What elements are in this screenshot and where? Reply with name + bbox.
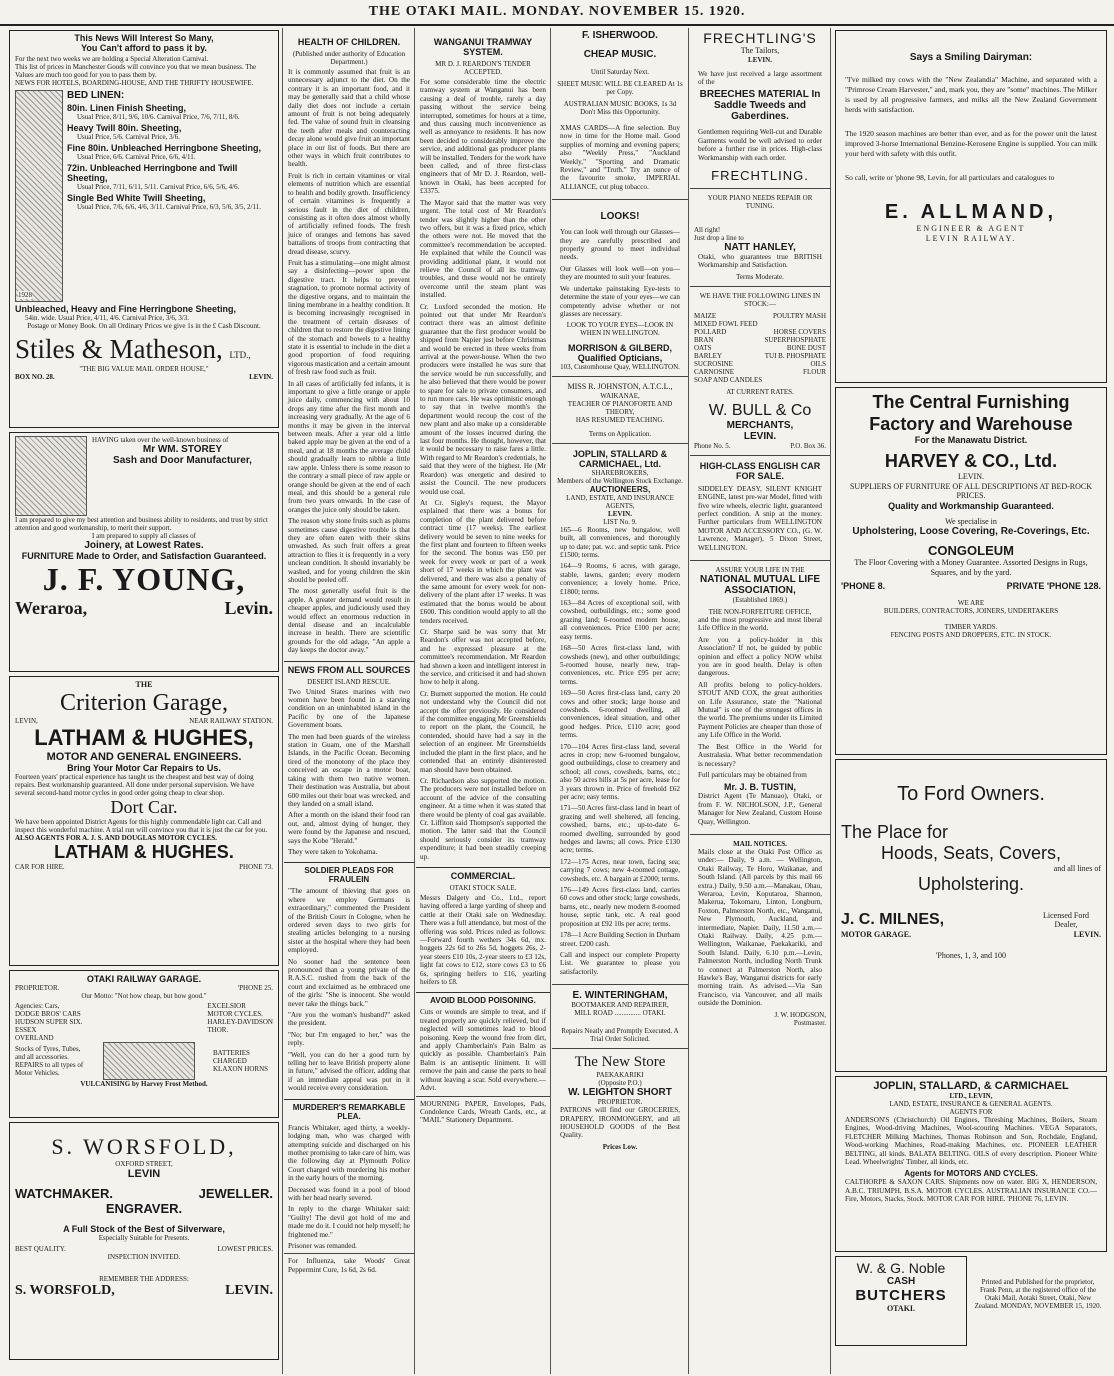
ad-harvey bbox=[835, 387, 1107, 755]
upholstering: Upholstering. bbox=[917, 873, 1025, 894]
firm: MORRISON & GILBERD, Qualified Opticians, bbox=[567, 343, 672, 364]
stock-item: SOAP AND CANDLES bbox=[694, 375, 763, 384]
address: MILL ROAD ............... OTAKI. bbox=[574, 1009, 666, 1018]
item-2: Heavy Twill 80in. Sheeting, bbox=[67, 123, 182, 133]
town: WAIKANAE, bbox=[600, 391, 640, 400]
column-6 bbox=[832, 28, 1110, 1374]
name: W. LEIGHTON SHORT bbox=[568, 1087, 672, 1099]
list-item: 172—175 Acres, near town, facing sea; carrying 7 cows; new 4-roomed cottage, cowsheds, etc. A bargain at £2000; terms. bbox=[560, 857, 680, 883]
blood-heading: AVOID BLOOD POISONING. bbox=[416, 992, 550, 1005]
ad-natt-hanley bbox=[690, 192, 830, 283]
resumed: HAS RESUMED TEACHING. bbox=[575, 415, 665, 424]
stock-item: BONE DUST bbox=[786, 343, 826, 352]
ad-intro-2: This list of prices in Manchester Goods will convince you that we mean business. The Values are much too good for you to pass them by. bbox=[15, 63, 257, 79]
repairs: Bring Your Motor Car Repairs to Us. bbox=[67, 762, 221, 773]
agent: Mr. J. B. TUSTIN, bbox=[723, 782, 796, 793]
paragraph: Deceased was found in a pool of blood with her head nearly severed. bbox=[288, 1185, 410, 1202]
name: NATIONAL MUTUAL LIFE ASSOCIATION, bbox=[700, 574, 820, 596]
news-heading: NEWS FROM ALL SOURCES bbox=[284, 661, 414, 675]
locations: Weraroa, Levin. bbox=[15, 598, 273, 618]
list-item: 165—6 Rooms, new bungalow, well built, all conveniences, and thoroughly up to date; pat. w.c. and septic tank. Price £1500; terms. bbox=[560, 525, 680, 560]
signature: J. W. HODGSON, bbox=[774, 1010, 826, 1019]
commercial-subheading: OTAKI STOCK SALE. bbox=[449, 883, 517, 892]
name: E. ALLMAND, bbox=[884, 201, 1058, 223]
remember: REMEMBER THE ADDRESS: bbox=[99, 1275, 189, 1283]
woman-illustration bbox=[15, 90, 63, 302]
brand-name: LATHAM & HUGHES, bbox=[34, 724, 254, 750]
we-are: WE ARE bbox=[957, 599, 985, 607]
list-item: 163—84 Acres of exceptional soil, with cowshed, outbuildings, etc.; some good grazing land; 6-roomed modern house, all conveniences. Price £100 per acre; easy terms. bbox=[560, 599, 680, 641]
heading: WE HAVE THE FOLLOWING LINES IN STOCK:— bbox=[699, 291, 821, 308]
paragraph: In reply to the charge Whitaker said: "Guilty! The devil got hold of me and made me do it. I could not help myself; he frightened me." bbox=[288, 1205, 410, 1239]
services: BATTERIES CHARGED KLAXON HORNS bbox=[213, 1049, 269, 1073]
slogan: "THE BIG VALUE MAIL ORDER HOUSE," bbox=[79, 365, 209, 373]
paragraph: No sooner had the sentence been pronounced than a young private of the R.A.S.C. rushed from the back of the court and exclaimed as he embraced one of the girls: "She is innocent. She would never take the things back." bbox=[288, 957, 410, 1008]
paragraph: The reason why stone fruits such as plums sometimes cause digestive trouble is that they are often eaten with their skins unwashed. As such fruit offers a great attraction to flies it is frequently in a very unclean condition. It should invariably be washed, and for young children the skin should be peeled off. bbox=[288, 517, 410, 584]
body: Mails close at the Otaki Post Office as under:— Daily, 9 a.m. — Wellington, Otaki Railway, Te Horo, Waikanae, and South Island. (All parcels by this mail 66 extra.) Daily, 9.50 a.m.—Manakau, Ohau, Weraroa, Levin, Koputaroa, Shannon, Makerua, Tokomaru, Linton, Longburn, Foxton, Palmerston North, etc., Wanganui, New Plymouth, Auckland, and intermediate, Napier. Daily, 11.50 a.m.—Otaki Railway. Daily, 4.25 p.m.—Wellington, Waikanae, Paekakariki, and South Island. Daily, 6.10 p.m.—Levin, Palmerston North, including North Trunk to connect at Palmerston North, also Hawke's Bay, Wanganui districts for early morning train. As advised.—Via San Francisco, via Vancouver, and all mails outside the Dominion. bbox=[698, 847, 822, 1008]
footer-ad: For Influenza, take Woods' Great Peppermint Cure, 1s 6d, 2s 6d. bbox=[288, 1257, 410, 1274]
quality: Quality and Workmanship Guaranteed. bbox=[888, 500, 1054, 511]
engraver: ENGRAVER. bbox=[105, 1201, 183, 1216]
paragraph: Cr. Burnett supported the motion. He could not understand why the Council did not accept the offer previously. He considered if the committee engaging Mr Greenshields to report on the plant, the Council, he contended, should have had a say in the selection of an engineer. Mr Greenshields included the plant in the first place, and he contended that an entirely disinterested man should have been obtained. bbox=[420, 689, 546, 774]
paragraph: Are you a policy-holder in this Association? If not, be guided by public opinion and effect a policy NOW whilst you are in good health. Delay is often dangerous. bbox=[698, 635, 822, 678]
town: LEVIN. bbox=[743, 430, 777, 442]
news-subheading: DESERT ISLAND RESCUE. bbox=[307, 677, 391, 686]
rates: AT CURRENT RATES. bbox=[726, 387, 794, 396]
garage-name: Criterion Garage, bbox=[60, 689, 228, 716]
stock-row bbox=[694, 312, 826, 320]
ad-subheadline: You Can't afford to pass it by. bbox=[81, 42, 207, 53]
district: For the Manawatu District. bbox=[914, 435, 1028, 445]
ad-worsfold bbox=[9, 1122, 279, 1360]
repairs: Repairs Neatly and Promptly Executed. A Trial Order Solicited. bbox=[561, 1027, 679, 1044]
specialise: We specialise in bbox=[945, 516, 997, 526]
brand-name: J. F. YOUNG, bbox=[42, 561, 246, 597]
trade: BOOTMAKER AND REPAIRER, bbox=[571, 1001, 669, 1010]
price-2: Usual Price, 5/6. Carnival Price, 3/6. bbox=[77, 133, 180, 141]
inspection: INSPECTION INVITED. bbox=[107, 1253, 181, 1261]
price-5: Usual Price, 7/6, 6/6, 4/6, 3/11. Carnival Price, 6/3, 5/6, 3/5, 2/11. bbox=[77, 203, 261, 211]
paragraph: "No; but I'm engaged to her," was the reply. bbox=[288, 1030, 410, 1048]
paragraph: "Are you the woman's husband?" asked the president. bbox=[288, 1011, 410, 1028]
engineers: MOTOR AND GENERAL ENGINEERS. bbox=[46, 750, 242, 763]
place: The Place for bbox=[841, 822, 949, 842]
paragraph: Cuts or wounds are simple to treat, and if treated properly are quickly relieved, but if neglected will sometimes lead to blood poisoning. Keep the wound free from dirt, and apply Chamberlain's Pain Balm as quickly as possible. Chamberlain's Pain Balm is an antiseptic liniment. It will remove the pain and cause the parts to heal without leaving a scar. Sold everywhere.—Advt. bbox=[420, 1008, 546, 1093]
body: Otaki, who guarantees true BRITISH Workmanship and Satisfaction. bbox=[698, 252, 822, 270]
price-1: Usual Price, 8/11, 9/6, 10/6. Carnival Price, 7/6, 7/11, 8/6. bbox=[77, 113, 240, 121]
stock-row bbox=[694, 344, 826, 352]
column-5 bbox=[690, 28, 831, 1374]
paragraph: Cr. Luxford seconded the motion. He pointed out that under Mr Reardon's contract there was an almost definite guarantee that the first producer would be shipped from Napier just before Christmas and would be erected in three weeks from arrival at the power-house. When the two producers were installed he was sure that the service would be run successfully, and he also believed that there would be power to spare for sale to private consumers, and to run more cars. He was optimistic enough to say that in twelve month's the department would recoup the cost of the new plant and also make up a considerable amount of the losses incurred during the last four months. He thought, however, that it would be necessary to raise fares a little. With regard to Mr Reardon's credentials, he said that they were of the highest. He (Mr Reardon) was energetic and desired to assist the Council. The new producers would use coal. bbox=[420, 302, 546, 496]
tramway-subheading: MR D. J. REARDON'S TENDER ACCEPTED. bbox=[435, 60, 531, 76]
name: W. BULL & Co bbox=[708, 401, 812, 419]
and: and all lines of bbox=[1053, 864, 1101, 873]
soldier-heading: SOLDIER PLEADS FOR FRAULEIN bbox=[284, 862, 414, 884]
garage-title: OTAKI RAILWAY GARAGE. bbox=[86, 974, 202, 984]
terms: Terms Moderate. bbox=[736, 272, 784, 281]
paragraph: After a month on the island their food ran out, and, almost dying of hunger, they were found by the Japanese and rescued, says the Kobe "Herald." bbox=[288, 811, 410, 845]
land: LAND, ESTATE, INSURANCE & GENERAL AGENTS. bbox=[889, 1100, 1053, 1108]
stock-row bbox=[694, 368, 826, 376]
breeches: BREECHES MATERIAL In Saddle Tweeds and Gaberdines. bbox=[699, 89, 821, 123]
watchmaker: WATCHMAKER. bbox=[15, 1186, 113, 1201]
address: 103, Customhouse Quay, WELLINGTON. bbox=[560, 363, 680, 372]
paragraph: It is commonly assumed that fruit is an unnecessary adjunct to the diet. On the contrary it is an important food, and it may be generally said that a child whose daily diet does not include a certain amount of fruit is not being adequately fed. The value of sound fruit in cleansing the teeth after meals and counteracting decay alone would give fruit an important place in our list of foods. But there are other ways in which fruit contributes to health. bbox=[288, 68, 410, 169]
stock-item: POULTRY MASH bbox=[773, 311, 826, 320]
item-1: 80in. Linen Finish Sheeting, bbox=[67, 103, 187, 113]
levin: LEVIN. bbox=[608, 509, 632, 518]
stock-row bbox=[694, 336, 826, 344]
paragraph: They were taken to Yokohama. bbox=[288, 847, 378, 856]
paragraph: All profits belong to policy-holders. STOUT AND COX, the great authorities on Life Assurance, state the "National Mutual" is one of the strongest offices in the world. The premiums under its Limited Payment Policies are cheaper than those of any Life Office in the World. bbox=[698, 680, 822, 740]
postmaster: Postmaster. bbox=[793, 1018, 826, 1027]
body-2: I am prepared to supply all classes of bbox=[92, 532, 196, 540]
stock-item: TUI B. PHOSPHATE bbox=[764, 351, 826, 360]
stock-item: SUPERPHOSPHATE bbox=[764, 335, 826, 344]
motors: Agents for MOTORS AND CYCLES. bbox=[904, 1169, 1038, 1179]
terms: Terms on Application. bbox=[588, 429, 652, 438]
body: I am prepared to give my best attention and business ability to residents, and trust by strict attention and good workmanship, to merit their support. bbox=[15, 516, 268, 532]
proprietor: PROPRIETOR. bbox=[597, 1098, 643, 1107]
ad-noble bbox=[835, 1256, 967, 1346]
stock-item: CARNOSINE bbox=[694, 367, 735, 376]
stock-item: OATS bbox=[694, 343, 712, 352]
paragraph: Messrs Dalgety and Co., Ltd., report having offered a large yarding of sheep and cattle at their Otaki sale on Wednesday. There was a full attendance, but most of the offering was sold. Prices ruled as follows:—Forward fourth wethers 34s 6d, mx. hoggets 22s 6d to 26s 5d, hoggets 26s, 2-year steers £10 10s, 2-year steers to £3 12s, light fat cows to £12, store cows £3 to £6 6s, springing heifers to £16, yearling heifers to £8. bbox=[420, 893, 546, 987]
agencies: ANDERSON'S (Christchurch) Oil Engines, Threshing Machines, Boilers, Steam Engines, Wood-driving Machines, Wool-scouring Machines. VEGA Separators, FLETCHER Milking Machines, Thomas Robinson and Son, Rochdale, England, Wood-working Machines, Road-making Machines, etc. PIONEER LEATHER BELTING, all kinds. BALATA BELTING. OILS of every description. Pioneer White Lead. Wheelwrights' Timber, all kinds, etc. bbox=[845, 1116, 1097, 1167]
ad-railway-garage bbox=[9, 970, 279, 1118]
quality: BEST QUALITY. bbox=[15, 1245, 66, 1253]
paragraph: The Mayor said that the matter was very urgent. The total cost of Mr Reardon's tender was slightly higher than the other two offers, but it was a fixed price, which the others were not. He moved that the committee's recommendation be accepted. He explained that while the Council was providing additional plant, it would not relieve the Council of all its tramway troubles, and these would not be entirely overcome until the steam plant was installed. bbox=[420, 198, 546, 300]
title: CHEAP MUSIC. bbox=[583, 49, 657, 60]
column-3 bbox=[416, 28, 551, 1374]
list-item: 169—50 Acres first-class land, carry 20 cows and other stock; large house and cowsheds. 6-roomed dwelling, all conveniences, ideal situation, and other good hedges. Price, £110 acre; good terms. bbox=[560, 689, 680, 740]
paragraph: In all cases of artificially fed infants, it is important to give a little orange or apple juice daily, commencing with about 10 drops any time after the first month and increasing very gradually. At the age of 6 months it may be given in the interval between meals. After a year old a little baked apple may be given at the end of a meal, and at 18 months the average child should gradually learn to nibble a little raw apple. Unless there is some reason to the contrary a small piece of raw apple or orange should be given at the end of each meal, and this should be a general rule from two years onwards. In the case of oranges the juice only should be taken. bbox=[288, 379, 410, 514]
ad-isherwood bbox=[552, 28, 688, 196]
ad-johnston bbox=[552, 380, 688, 440]
ad-new-store bbox=[552, 1052, 688, 1153]
name-2: S. WORSFOLD, bbox=[15, 1283, 115, 1298]
paragraph: Fruit has a stimulating—one might almost say a disinfecting—power upon the digestive tract. It helps to prevent stagnation, to promote normal activity of the digestive organs, and to maintain the lining membrane in a healthy condition. It is becoming increasingly recognised in the treatment of certain diseases of children that to restore the digestive lining of the stomach and bowels to a healthy state it is essential to include in the diet a good proportion of food requiring vigorous mastication and a certain amount of fresh raw food such as fruit. bbox=[288, 258, 410, 377]
members: Members of the Wellington Stock Exchange. bbox=[557, 476, 683, 485]
title: To Ford Owners. bbox=[897, 783, 1045, 805]
title: The New Store bbox=[574, 1054, 666, 1071]
list-item: Call and inspect our complete Property List. We guarantee to please you satisfactorily. bbox=[560, 950, 680, 976]
paragraph: Fruit is rich in certain vitamines or vital elements of nutrition which are essential to health and bodily growth. Insufficiency of certain vitamines is frequently a serious fault in the diet of children, consisting as it often does almost wholly of artificially refined foods. The fresh juice of oranges and lemons has saved battalions of troops from contracting that dread disease, scurvy. bbox=[288, 171, 410, 256]
body: Fourteen years' practical experience has taught us the cheapest and best way of doing repairs. Best workmanship guaranteed. All done under personal supervision. We have several second-hand motor cycles in good order going cheap to clear shop. bbox=[15, 772, 255, 797]
paragraph: So call, write or 'phone 98, Levin, for all particulars and catalogues to bbox=[845, 173, 1055, 182]
title: JOPLIN, STALLARD & CARMICHAEL, Ltd. bbox=[572, 448, 668, 469]
mail-notices bbox=[690, 838, 830, 1029]
paragraph: The men had been guards of the wireless station in Guam, one of the Marshall Islands, in the Pacific Ocean. Becoming tired of the monotony of the place they conceived an escape in a motor boat, taking with them two native women. Their destination was Australia, but about 600 miles out their boat was wrecked, and they landed on a small island. bbox=[288, 732, 410, 808]
tailors: The Tailors, bbox=[740, 46, 780, 55]
town: LEVIN bbox=[127, 1168, 161, 1180]
agents: AGENTS FOR bbox=[949, 1108, 993, 1116]
agencies-right: EXCELSIOR MOTOR CYCLES. HARLEY-DAVIDSON THOR. bbox=[207, 1002, 273, 1034]
stock-item: MAIZE bbox=[694, 311, 717, 320]
paragraph: "I've milked my cows with the "New Zealandia" Machine, and separated with a "Primrose Cream Harvester," and, mark you, they are "some" machines. The Milker is used by all progressive farmers, and milks all the New Zealand Government herds with satisfaction. bbox=[845, 75, 1097, 114]
stock-item: MIXED FOWL FEED bbox=[694, 319, 758, 328]
private-phone: PRIVATE 'PHONE 128. bbox=[1006, 581, 1101, 591]
name: F. ISHERWOOD. bbox=[582, 30, 658, 41]
xmas-cards: XMAS CARDS—A fine selection. Buy now in time for the Home mail. Good supplies of morning and evening papers; also "Weekly Press," "Auckland Weekly," "Sporting and Dramatic Review," and "Truth." Try an ounce of the favourite smoke, IMPERIAL ALLIANCE, cut plug tobacco. bbox=[560, 124, 680, 191]
illustration-year: 1928 bbox=[18, 291, 32, 299]
name: J. C. MILNES, bbox=[841, 911, 945, 928]
title: MAIL NOTICES. bbox=[733, 839, 787, 848]
name: NATT HANLEY, bbox=[724, 241, 796, 253]
paragraph: Full particulars may be obtained from bbox=[698, 770, 807, 779]
price-6: 54in. wide. Usual Price, 4/11, 4/6. Carnival Price, 3/6, 3/3. bbox=[25, 314, 190, 322]
stock-row bbox=[694, 376, 826, 384]
upholstering: Upholstering, Loose Covering, Re-Coverings, Etc. bbox=[852, 526, 1090, 537]
ad-intro: For the next two weeks we are holding a Special Alteration Carnival. bbox=[15, 55, 209, 63]
item-5: Single Bed White Twill Sheeting, bbox=[67, 193, 206, 203]
paragraph: and the most progressive and most liberal Life Office in the world. bbox=[698, 616, 822, 633]
paragraph: The 1920 season machines are better than ever, and as for the power unit the latest improved 3-horse International Benzine-Kerosene Engine is supplied. You can milk your herd with safety with this outfit. bbox=[845, 129, 1097, 158]
paragraph: Prisoner was remanded. bbox=[288, 1241, 357, 1250]
title: The Central Furnishing Factory and Warehouse bbox=[869, 392, 1073, 434]
brand-name: Stiles & Matheson, LTD., bbox=[15, 334, 251, 364]
health-heading: HEALTH OF CHILDREN. bbox=[297, 37, 401, 47]
furniture: FURNITURE Made to Order, and Satisfaction Guaranteed. bbox=[21, 551, 267, 561]
stock-item: OILS bbox=[810, 359, 826, 368]
stock: A Full Stock of the Best of Silverware, bbox=[63, 1224, 225, 1234]
piano: YOUR PIANO NEEDS REPAIR OR TUNING. bbox=[707, 193, 813, 210]
opposite: (Opposite P.O.) bbox=[598, 1079, 642, 1088]
stock-item: POLLARD bbox=[694, 327, 727, 336]
auctioneers: AUCTIONEERS, bbox=[589, 484, 651, 494]
paragraph: The most generally useful fruit is the apple. A greater demand would result in cheaper apples, and judiciously used they would effect an enormous reduction in dental disease and an incalculable increase in health. There are scientific grounds for the old adage, "An apple a day keeps the doctor away." bbox=[288, 587, 410, 655]
prices: Prices Low. bbox=[602, 1142, 638, 1151]
paragraph: Cr. Sharpe said he was sorry that Mr Reardon's offer was not accepted before, and he expressed pleasure at the committee's recommendation. Mr Reardon had shown a keen and intelligent interest in the service, and criticised it and had shown how to help it along. bbox=[420, 628, 546, 687]
stock-item: SUCROSINE bbox=[694, 359, 733, 368]
ad-stiles-matheson bbox=[9, 30, 279, 428]
address-row: BOX NO. 28. LEVIN. bbox=[15, 373, 273, 381]
town-2: LEVIN. bbox=[225, 1283, 273, 1298]
name-2: FRECHTLING. bbox=[711, 167, 809, 183]
prop-row: PROPRIETOR. 'PHONE 25. bbox=[15, 984, 273, 992]
contact-row: Phone No. 5. P.O. Box 36. bbox=[694, 441, 826, 450]
item-3: Fine 80in. Unbleached Herringbone Sheeting, bbox=[67, 143, 262, 153]
name: W. & G. Noble bbox=[856, 1260, 946, 1276]
price-4: Usual Price, 7/11, 6/11, 5/11. Carnival Price, 6/6, 5/6, 4/6. bbox=[77, 183, 240, 191]
until: Until Saturday Next. bbox=[590, 68, 650, 76]
paragraph: "Well, you can do her a good turn by telling her to leave British property alone in future," advised the officer, adding that if an immediate appeal was put in it would receive every consideration. bbox=[288, 1050, 410, 1093]
paragraph: You can look well through our Glasses—they are carefully prescribed and properly ground to meet individual needs. bbox=[560, 228, 680, 262]
title: HIGH-CLASS ENGLISH CAR FOR SALE. bbox=[699, 460, 821, 481]
postage-note: Postage or Money Book. On all Ordinary Prices we give 1s in the £ Cash Discount. bbox=[27, 322, 261, 330]
town: LEVIN. bbox=[958, 472, 984, 481]
ad-headline: This News Will Interest So Many, bbox=[74, 33, 214, 43]
stock-item: FLOUR bbox=[803, 367, 826, 376]
builders: BUILDERS, CONTRACTORS, JOINERS, UNDERTAKERS bbox=[883, 607, 1059, 615]
garage: MOTOR GARAGE. bbox=[841, 929, 912, 939]
trade: Sash and Door Manufacturer, bbox=[113, 455, 252, 466]
ad-allmand bbox=[835, 30, 1107, 383]
body: Gentlemen requiring Well-cut and Durable Garments would be well advised to order before a further rise in prices. High-class Workmanship with each order. bbox=[698, 128, 822, 162]
body: PATRONS will find our GROCERIES, DRAPERY, IRONMONGERY, and all HOUSEHOLD GOODS of the Best Quality. bbox=[560, 1106, 680, 1140]
floor: The Floor Covering with a Money Guarantee. Assorted Designs in Rugs, Squares, and by the yard. bbox=[854, 558, 1088, 577]
intro: We have just received a large assortment of the bbox=[698, 69, 822, 86]
paragraph: The Best Office in the World for Australasia. What better recommendation is necessary? bbox=[698, 742, 822, 768]
phones: 'Phones, 1, 3, and 100 bbox=[935, 951, 1007, 960]
body: SIDDELEY DEASY, SILENT KNIGHT ENGINE, latest pre-war Model, fitted with five wire wheels, electric light, guaranteed perfect condition. A snip at the money. Further particulars from WELLINGTON MOTOR AND ACCESSORY CO., (G. W. Lawrence, Manager), 5 Dixon Street, WELLINGTON. bbox=[698, 484, 822, 552]
paragraph: At Cr. Sigley's request, the Mayor explained that there was a bonus for completion of the plant delivered before contract time (17 weeks). The earliest delivery would be seven to nine weeks for the first plant and fourteen to fifteen weeks for the second. The bonus was £50 per week for every week or part of a week short of 17 weeks in which the plant was delivered, and there was also a penalty of the same amount for every week for non-delivery of the plant after 17 weeks. It was estimated that the bonus would be about £600. This condition would apply to all the tenders received. bbox=[420, 498, 546, 625]
ad-morrison-gilberd bbox=[552, 203, 688, 373]
town: LEVIN. bbox=[1073, 929, 1101, 939]
paragraph: Cr. Richardson also supported the motion. The producers were not installed before on account of the advice of the consulting engineer. At a time when it was stated that there would be plenty of coal gas available. Cr. Liffiton said Thompson's supported the motion. The latter said that the Council should seriously consider its tramway expenditure; it had been steadily creeping up. bbox=[420, 776, 546, 861]
land: LAND, ESTATE, AND INSURANCE AGENTS, bbox=[566, 493, 674, 510]
the-label: THE bbox=[135, 680, 153, 689]
teacher-name: MISS R. JOHNSTON, A.T.C.L., bbox=[567, 382, 673, 392]
cash: CASH bbox=[886, 1276, 916, 1287]
street: OXFORD STREET, bbox=[115, 1160, 173, 1168]
name: HARVEY & CO., Ltd. bbox=[884, 451, 1058, 471]
stock-list bbox=[694, 312, 826, 384]
ad-w-bull bbox=[690, 290, 830, 452]
music-books: AUSTRALIAN MUSIC BOOKS, 1s 3d Don't Miss this Opportunity. bbox=[563, 100, 677, 116]
ad-criterion-garage bbox=[9, 676, 279, 966]
joinery: Joinery, at Lowest Rates. bbox=[84, 540, 204, 551]
paragraph: We undertake painstaking Eye-tests to determine the state of your eyes—we can competently advise whether or not glasses are necessary. bbox=[560, 284, 680, 318]
name: E. WINTERINGHAM, bbox=[572, 990, 668, 1002]
dort-car: Dort Car. bbox=[110, 796, 178, 817]
commercial-heading: COMMERCIAL. bbox=[416, 867, 550, 881]
ltd: LTD., LEVIN, bbox=[949, 1092, 993, 1100]
list: LIST No. 9. bbox=[603, 517, 637, 526]
vulcanising: VULCANISING by Harvey Frost Method. bbox=[80, 1080, 208, 1088]
ad-news: NEWS FOR HOTELS, BOARDING-HOUSE, AND THE THRIFTY HOUSEWIFE. bbox=[15, 79, 254, 87]
furniture-illustration bbox=[15, 436, 87, 516]
prices: LOWEST PRICES. bbox=[217, 1245, 273, 1253]
paragraph: For some considerable time the electric tramway system at Wanganui has been causing a deal of trouble, rarely a day passing without the service being interrupted, sometimes for hours at a time, and thus causing much inconvenience as well as annoyance to residents. It has now been decided to considerably improve the service, and additional gas producer plants will be installed. Tenders for the work have been called, and of three first-class engineers that of Mr D. J. Reardon, well-known in Otaki, has been accepted for £3375. bbox=[420, 78, 546, 196]
paragraph: Two United States marines with two women have been found in a starving condition on an uninhabited island in the Pacific by one of the Japanese Government boats. bbox=[288, 687, 410, 730]
intro: HAVING taken over the well-known business of bbox=[92, 436, 229, 444]
stock-row bbox=[694, 360, 826, 368]
ad-car-for-sale bbox=[690, 459, 830, 557]
ad-winteringham bbox=[552, 988, 688, 1045]
column-4 bbox=[552, 28, 689, 1374]
list-item: 170—104 Acres first-class land, several acres in crop; new 6-roomed bungalow, good outbuildings, close to creamery and school; all cows, cowsheds, barns, etc.; also 50 acres hills at 5s per acre, lease for 3 years thrown in. Price of freehold £62 per acre; easy terms. bbox=[560, 742, 680, 801]
stock-row bbox=[694, 328, 826, 336]
imprint: Printed and Published for the proprietor, Frank Penn, at the registered office of the Otaki Mail, Aotaki Street, Otaki, New Zealand. MONDAY, NOVEMBER 15, 1920. bbox=[974, 1278, 1102, 1310]
location-row: LEVIN, NEAR RAILWAY STATION. bbox=[15, 716, 273, 725]
item-6: Unbleached, Heavy and Fine Herringbone Sheeting, bbox=[15, 304, 237, 314]
health-subheading: (Published under authority of Education Department.) bbox=[292, 50, 406, 66]
tramway-heading: WANGANUI TRAMWAY SYSTEM. bbox=[433, 37, 533, 57]
list-item: 171—50 Acres first-class land in heart of grazing and well sheltered, all fencing, cowshed, barns, etc.; up-to-date 6-roomed dwelling, surrounded by good hedges and lawns; all cows. Price £130 acre; terms. bbox=[560, 804, 680, 855]
title: Says a Smiling Dairyman: bbox=[909, 52, 1033, 63]
sharebrokers: SHAREBROKERS, bbox=[591, 468, 649, 477]
list-item: 176—149 Acres first-class land, carries 60 cows and other stock; large cowsheds, barns, etc., nearly new modern 8-roomed house, septic tank, etc. A real good proposition at £92 10s per acre; terms. bbox=[560, 886, 680, 928]
drop: Just drop a line to bbox=[694, 233, 744, 242]
teacher: TEACHER OF PIANOFORTE AND THEORY, bbox=[567, 399, 673, 416]
motorcycle-illustration bbox=[103, 1042, 195, 1080]
hire-row: CAR FOR HIRE. PHONE 73. bbox=[15, 862, 273, 871]
list-item: 164—9 Rooms, 6 acres, with garage, stable, lawns, garden; every modern convenience; a lovely home. Price, £1800; terms. bbox=[560, 562, 680, 596]
stock-row bbox=[694, 352, 826, 360]
agencies-left: Agencies: Cars, DODGE BROS' CARS HUDSON SUPER SIX. ESSEX OVERLAND bbox=[15, 1002, 83, 1042]
ad-frechtling bbox=[690, 28, 830, 185]
ad-milnes bbox=[835, 759, 1107, 1072]
look: LOOK TO YOUR EYES—LOOK IN WHEN IN WELLINGTON. bbox=[566, 321, 674, 338]
ad-joplin bbox=[835, 1076, 1107, 1252]
jeweller: JEWELLER. bbox=[198, 1186, 273, 1201]
murderer-heading: MURDERER'S REMARKABLE PLEA. bbox=[284, 1099, 414, 1121]
suitable: Especially Suitable for Presents. bbox=[98, 1234, 190, 1242]
timber: TIMBER YARDS. bbox=[944, 623, 998, 631]
paragraph: Our Glasses will look well—on you—they are mounted to suit your features. bbox=[560, 264, 680, 282]
item-4: 72in. Unbleached Herringbone and Twill Sheeting, bbox=[67, 163, 238, 183]
established: (Established 1869.) bbox=[732, 596, 788, 604]
licensed: Licensed Ford Dealer, bbox=[1043, 910, 1089, 929]
paragraph: Francis Whitaker, aged thirty, a weekly-lodging man, who was charged with attempting suicide and discharged on his mother promising to take care of him, was the following day at Plymouth Police Court charged with murdering his mother in the early hours of the morning. bbox=[288, 1123, 410, 1183]
dort-body: We have been appointed District Agents for this highly commendable light car. Call and inspect this wonderful machine. A trial run will convince you that it is just the car for you. bbox=[15, 817, 268, 834]
suppliers: SUPPLIERS OF FURNITURE OF ALL DESCRIPTIONS AT BED-ROCK PRICES. bbox=[849, 481, 1093, 500]
bed-linen-heading: BED LINEN: bbox=[67, 90, 125, 101]
name: FRECHTLING'S bbox=[703, 30, 817, 46]
location: LEVIN RAILWAY. bbox=[925, 233, 1017, 243]
paragraph: "The amount of thieving that goes on where we employ Germans is extraordinary," commented the President of the British Court in Cologne, when he ordered seven days to two girls for stealing articles belonging to a nursing sister at the hospital where they had been employed. bbox=[288, 887, 410, 955]
fencing: FENCING POSTS AND DROPPERS, ETC. IN STOCK. bbox=[890, 631, 1052, 639]
stocks: Stocks of Tyres, Tubes, and all accessories. REPAIRS to all types of Motor Vehicles. bbox=[15, 1045, 84, 1077]
column-2 bbox=[284, 28, 415, 1374]
list-item: 168—50 Acres first-class land, with cowsheds (new), and other outbuildings; 5-roomed house, nearly new, trap-conveniences, etc. Price £95 per acre; terms. bbox=[560, 644, 680, 686]
sheet-music: SHEET MUSIC WILL BE CLEARED At 1s per Copy. bbox=[557, 80, 683, 96]
title: JOPLIN, STALLARD, & CARMICHAEL bbox=[873, 1080, 1069, 1092]
title: LOOKS! bbox=[600, 211, 640, 223]
agents: ALSO AGENTS FOR A. J. S. AND DOUGLAS MOTOR CYCLES. bbox=[15, 833, 217, 842]
list-item: 178—1 Acre Building Section in Durham street. £200 cash. bbox=[560, 931, 680, 948]
motto: Our Motto: "Not how cheap, but how good." bbox=[81, 992, 207, 1000]
hoods: Hoods, Seats, Covers, bbox=[880, 843, 1062, 863]
masthead: THE OTAKI MAIL. MONDAY. NOVEMBER 15. 1920. bbox=[0, 0, 1114, 26]
brand-name-2: LATHAM & HUGHES. bbox=[54, 841, 234, 862]
cars: CALTHORPE & SAXON CARS. Shipments now on water. BIG X, HENDERSON, A.B.C. TRIUMPH, B.S.A. MOTOR CYCLES. AUSTRALIAN INSURANCE CO.—Fire, Motors, Stacks, Stock. MOTOR CAR FOR HIRE. 'PHONE 76, LEVIN. bbox=[845, 1178, 1097, 1204]
stock-row bbox=[694, 320, 826, 328]
congoleum: CONGOLEUM bbox=[928, 543, 1014, 558]
previous-owner: Mr WM. STOREY bbox=[142, 444, 223, 455]
ad-jf-young bbox=[9, 432, 279, 672]
role: ENGINEER & AGENT bbox=[916, 224, 1026, 233]
column-1 bbox=[6, 28, 283, 1374]
jeweller-name: S. WORSFOLD, bbox=[51, 1134, 237, 1159]
ad-joplin-list bbox=[552, 447, 688, 981]
stock-item: BARLEY bbox=[694, 351, 722, 360]
location: PAEKAKARIKI bbox=[596, 1071, 644, 1080]
town: OTAKI. bbox=[886, 1304, 916, 1313]
non-forfeiture: THE NON-FORFEITURE OFFICE, bbox=[708, 608, 812, 616]
footer-ad: MOURNING PAPER, Envelopes, Pads, Condolence Cards, Wreath Cards, etc., at "MAIL" Stationery Department. bbox=[420, 1099, 546, 1125]
stock-item: BRAN bbox=[694, 335, 714, 344]
all-right: All right! bbox=[694, 225, 721, 234]
butchers: BUTCHERS bbox=[855, 1287, 947, 1304]
price-3: Usual Price, 6/6. Carnival Price, 6/6, 4/11. bbox=[77, 153, 196, 161]
assure: ASSURE YOUR LIFE IN THE bbox=[715, 566, 805, 574]
phone: 'PHONE 8. bbox=[841, 581, 886, 591]
town: LEVIN. bbox=[748, 55, 772, 64]
agent-details: District Agent (Te Manuao), Otaki, or from F. W. NICHOLSON, J.P., General Manager for New Zealand, Custom House Quay, Wellington. bbox=[698, 792, 822, 826]
stock-item: HORSE COVERS bbox=[773, 327, 826, 336]
ad-national-mutual bbox=[690, 564, 830, 831]
merchants: MERCHANTS, bbox=[726, 419, 794, 431]
